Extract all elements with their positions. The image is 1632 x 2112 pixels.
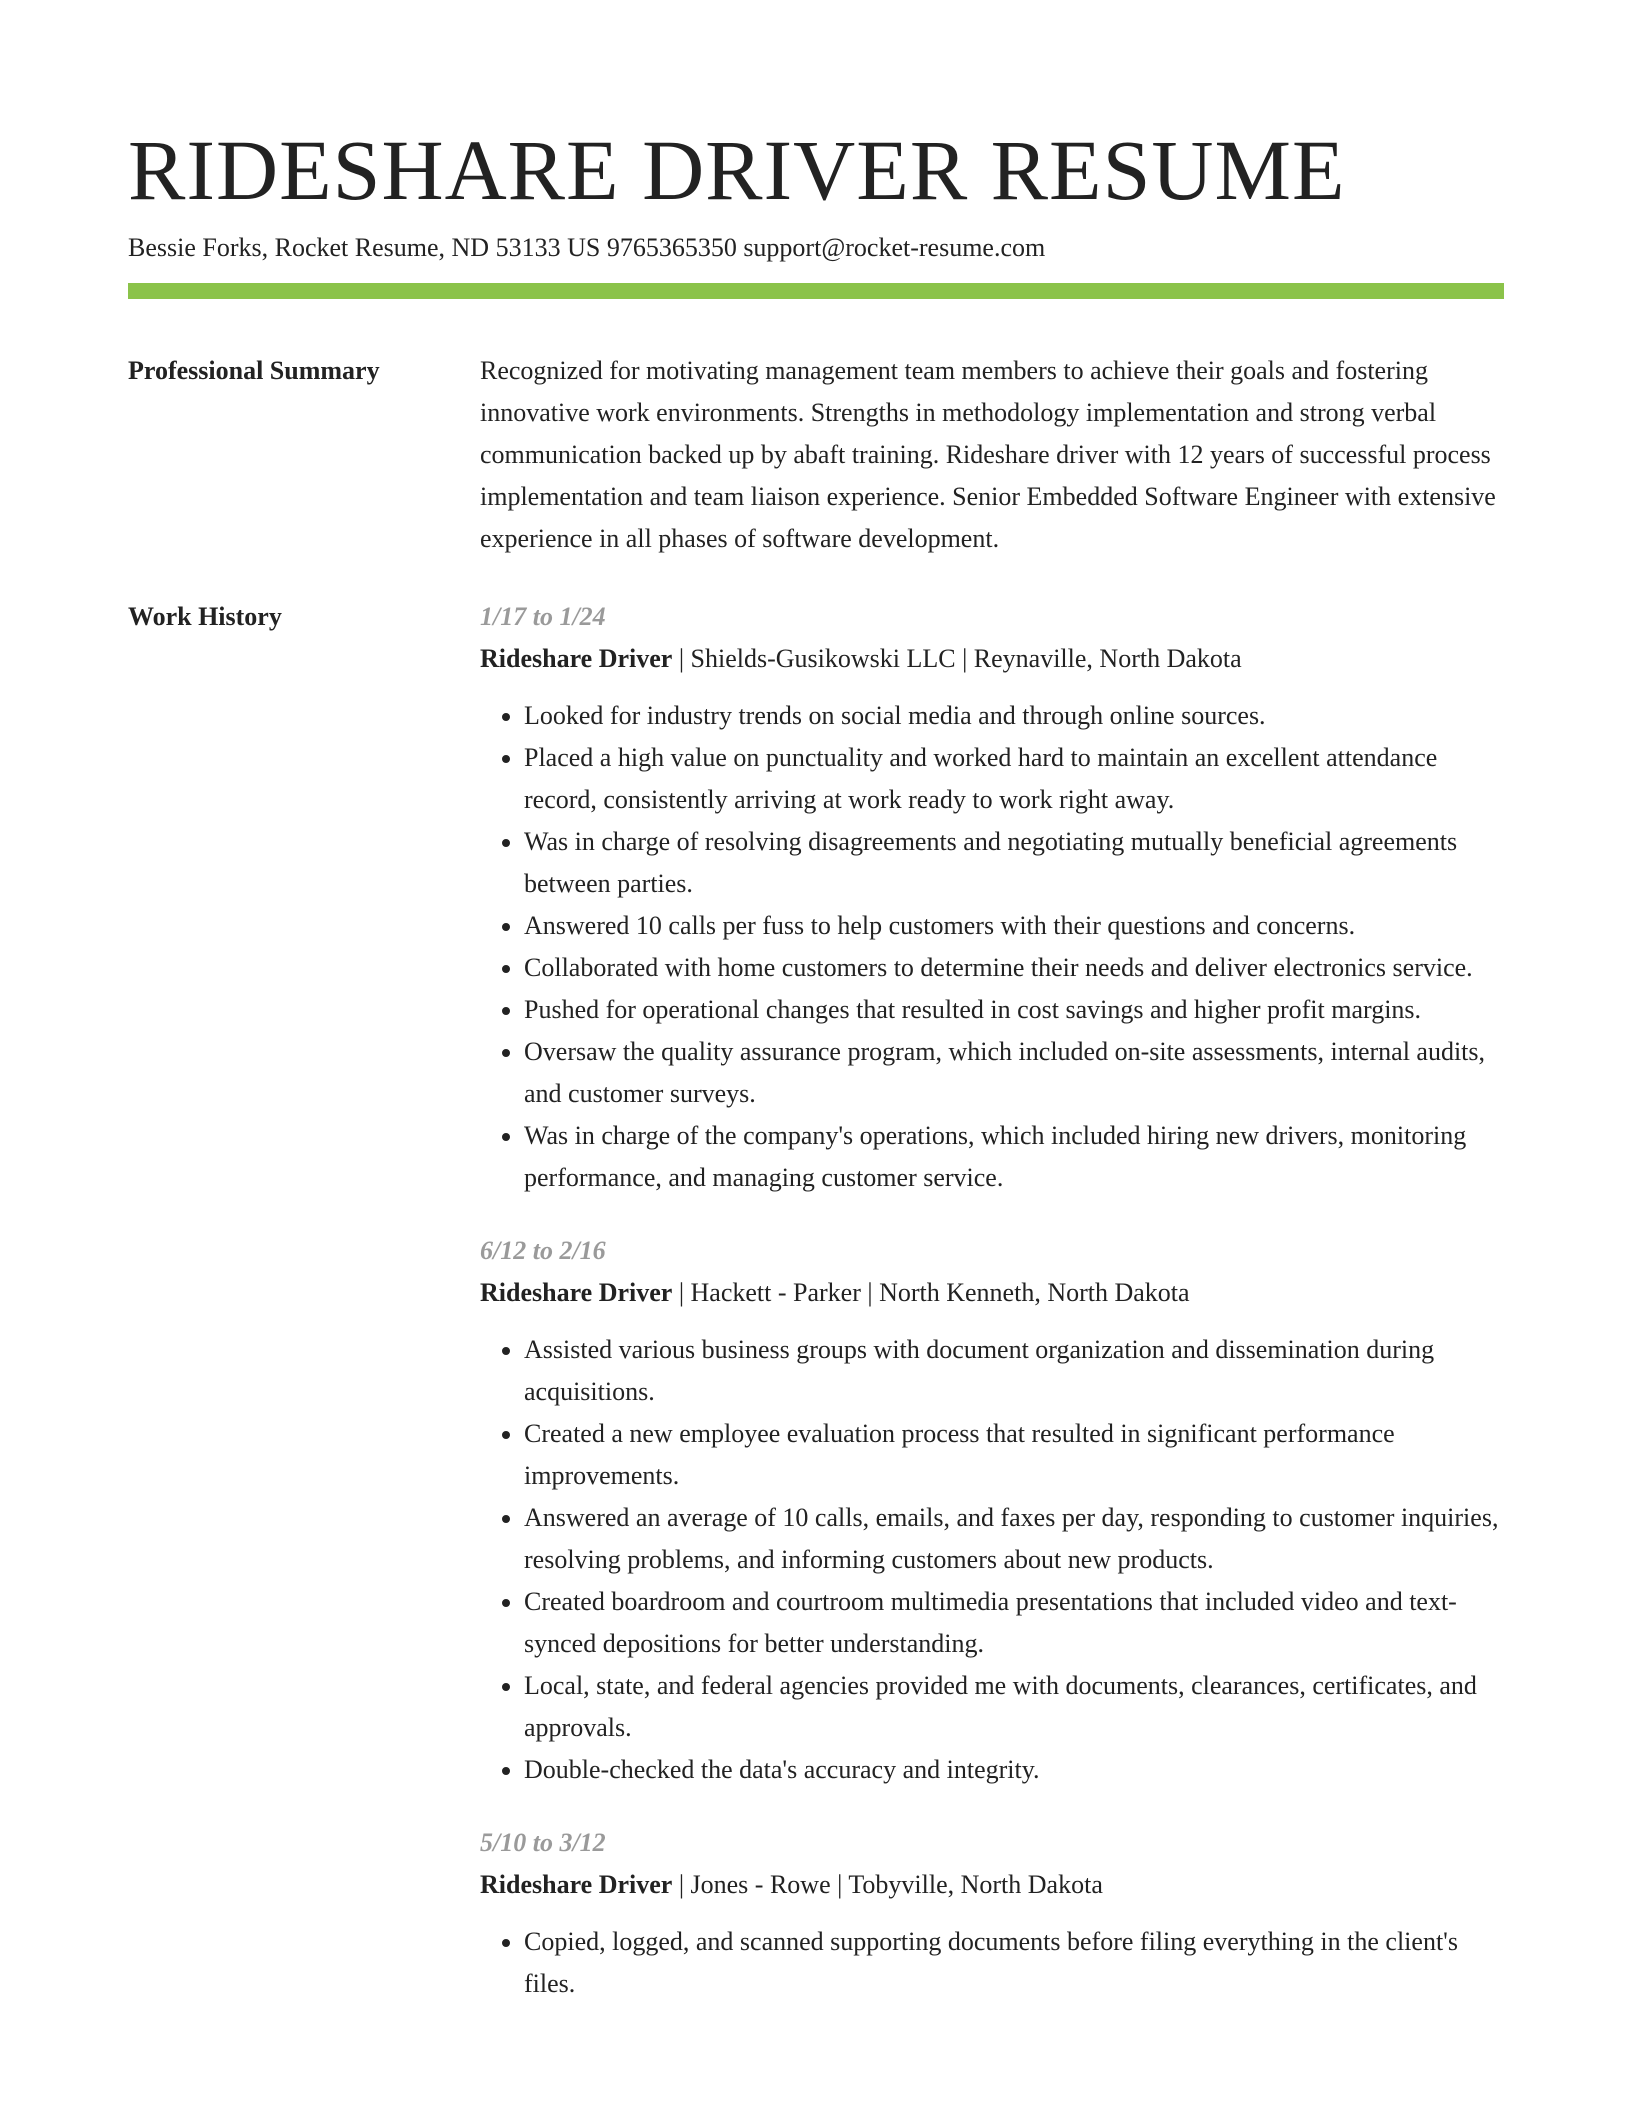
job-dates: 1/17 to 1/24	[480, 602, 606, 631]
job-entry	[480, 1230, 1504, 1791]
job-employer-location: | Hackett - Parker | North Kenneth, North Dakota	[672, 1278, 1190, 1307]
list-item: • Assisted various business groups with document organization and dissemination during acquisitions.	[524, 1329, 1504, 1413]
job-entry	[480, 596, 1504, 1199]
list-item: • Created boardroom and courtroom multimedia presentations that included video and text-synced depositions for better understanding.	[524, 1581, 1504, 1665]
list-item: • Local, state, and federal agencies provided me with documents, clearances, certificates, and approvals.	[524, 1665, 1504, 1749]
work-history-section	[128, 596, 1504, 2036]
professional-summary-section	[128, 350, 1504, 560]
work-history-body	[480, 596, 1504, 2036]
list-item: • Looked for industry trends on social media and through online sources.	[524, 695, 1504, 737]
list-item: • Collaborated with home customers to determine their needs and deliver electronics service.	[524, 947, 1504, 989]
section-label-work: Work History	[128, 602, 282, 631]
list-item: • Was in charge of resolving disagreements and negotiating mutually beneficial agreements between parties.	[524, 821, 1504, 905]
job-heading	[480, 1272, 1504, 1314]
list-item: • Copied, logged, and scanned supporting documents before filing everything in the client's files.	[524, 1921, 1504, 2005]
job-employer-location: | Shields-Gusikowski LLC | Reynaville, North Dakota	[672, 644, 1242, 673]
job-title: Rideshare Driver	[480, 1870, 673, 1899]
job-bullets	[480, 695, 1504, 1199]
job-bullets	[480, 1921, 1504, 2005]
section-label-summary: Professional Summary	[128, 356, 380, 385]
list-item: • Answered an average of 10 calls, emails, and faxes per day, responding to customer inquiries, resolving problems, and informing customers about new products.	[524, 1497, 1504, 1581]
accent-divider	[128, 283, 1504, 299]
list-item: • Answered 10 calls per fuss to help customers with their questions and concerns.	[524, 905, 1504, 947]
job-employer-location: | Jones - Rowe | Tobyville, North Dakota	[672, 1870, 1103, 1899]
job-dates: 5/10 to 3/12	[480, 1828, 606, 1857]
list-item: • Oversaw the quality assurance program, which included on-site assessments, internal audits, and customer surveys.	[524, 1031, 1504, 1115]
job-title: Rideshare Driver	[480, 644, 673, 673]
job-title: Rideshare Driver	[480, 1278, 673, 1307]
summary-body	[480, 350, 1504, 560]
list-item: • Placed a high value on punctuality and worked hard to maintain an excellent attendance record, consistently arriving at work ready to work right away.	[524, 737, 1504, 821]
resume-page	[128, 0, 1504, 2036]
list-item: • Double-checked the data's accuracy and integrity.	[524, 1749, 1504, 1791]
job-entry	[480, 1822, 1504, 2005]
contact-line: Bessie Forks, Rocket Resume, ND 53133 US 9765365350 support@rocket-resume.com	[128, 233, 1046, 262]
list-item: • Created a new employee evaluation process that resulted in significant performance improvements.	[524, 1413, 1504, 1497]
job-bullets	[480, 1329, 1504, 1791]
list-item: • Pushed for operational changes that resulted in cost savings and higher profit margins.	[524, 989, 1504, 1031]
list-item: • Was in charge of the company's operations, which included hiring new drivers, monitoring performance, and managing customer service.	[524, 1115, 1504, 1199]
resume-title: RIDESHARE DRIVER RESUME	[128, 122, 1346, 218]
summary-text: Recognized for motivating management team members to achieve their goals and fostering innovative work environments. Strengths in methodology implementation and strong verbal communication backed up by abaft training. Rideshare driver with 12 years of successful process implementation and team liaison experience. Senior Embedded Software Engineer with extensive experience in all phases of software development.	[480, 356, 1496, 553]
job-dates: 6/12 to 2/16	[480, 1236, 606, 1265]
job-heading	[480, 1864, 1504, 1906]
job-heading	[480, 638, 1504, 680]
